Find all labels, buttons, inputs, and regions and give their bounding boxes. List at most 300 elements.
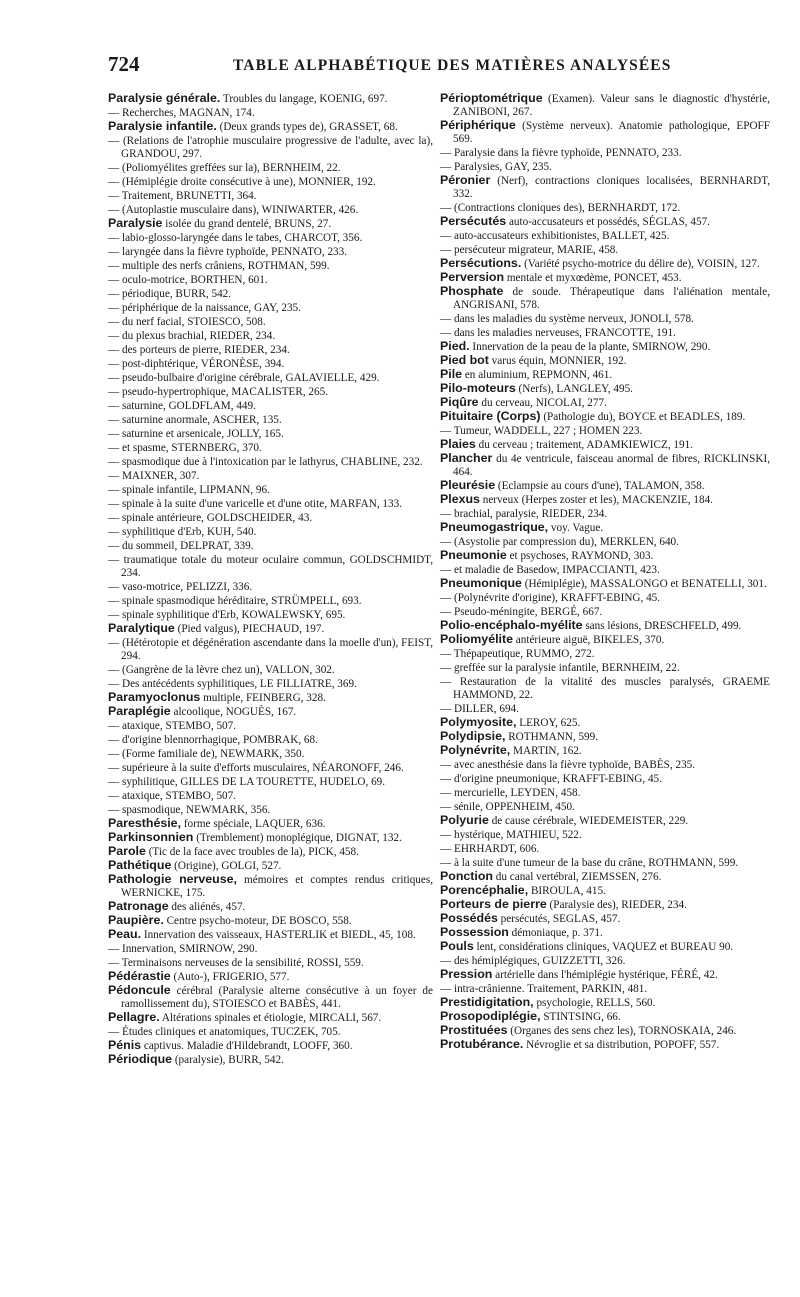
entry-text: (Deux grands types de), GRASSET, 68. — [216, 121, 398, 133]
index-entry — [108, 287, 433, 301]
index-entry — [440, 396, 770, 410]
entry-text: persécutés, SEGLAS, 457. — [497, 913, 621, 925]
index-entry — [108, 942, 433, 956]
index-entry — [440, 146, 770, 160]
entry-text: — spasmodique, NEWMARK, 356. — [108, 804, 271, 816]
entry-text: multiple, FEINBERG, 328. — [200, 692, 326, 704]
entry-text: des aliénés, 457. — [168, 901, 246, 913]
index-entry — [440, 968, 770, 982]
index-entry — [108, 789, 433, 803]
index-entry — [440, 340, 770, 354]
entry-text: ROTHMANN, 599. — [505, 731, 599, 743]
index-entry — [440, 92, 770, 119]
entry-heading: Péronier — [440, 173, 491, 187]
index-entry — [108, 189, 433, 203]
entry-text: lent, considérations cliniques, VAQUEZ et BUREAU 90. — [473, 941, 734, 953]
entry-heading: Possession — [440, 925, 509, 939]
entry-text: Centre psycho-moteur, DE BOSCO, 558. — [163, 915, 352, 927]
entry-heading: Possédés — [440, 911, 498, 925]
index-entry — [108, 900, 433, 914]
entry-text: (Pied valgus), PIECHAUD, 197. — [174, 623, 325, 635]
entry-text: — saturnine anormale, ASCHER, 135. — [108, 414, 282, 426]
index-entry — [440, 563, 770, 577]
index-entry — [440, 479, 770, 493]
entry-text: — Études cliniques et anatomiques, TUCZEK, 705. — [108, 1026, 341, 1038]
entry-text: mentale et myxœdème, PONCET, 453. — [504, 272, 682, 284]
entry-text: (Origine), GOLGI, 527. — [171, 860, 282, 872]
index-entry — [108, 733, 433, 747]
entry-text: (Tic de la face avec troubles de la), PICK, 458. — [145, 846, 359, 858]
entry-text: (Système nerveux). Anatomie pathologique, EPOFF 569. — [453, 120, 770, 145]
entry-heading: Parkinsonnien — [108, 830, 194, 844]
entry-text: — ataxique, STEMBO, 507. — [108, 790, 237, 802]
index-entry — [108, 761, 433, 775]
index-entry — [108, 677, 433, 691]
index-entry — [440, 493, 770, 507]
index-entry — [108, 343, 433, 357]
index-entry — [108, 511, 433, 525]
index-entry — [108, 231, 433, 245]
entry-text: MARTIN, 162. — [510, 745, 582, 757]
entry-heading: Plancher — [440, 451, 493, 465]
entry-heading: Pédérastie — [108, 969, 171, 983]
entry-heading: Paramyoclonus — [108, 690, 201, 704]
index-entry — [108, 92, 433, 106]
entry-text: (Hémiplégie), MASSALONGO et BENATELLI, 301. — [521, 578, 767, 590]
index-entry — [108, 873, 433, 900]
entry-heading: Pneumonique — [440, 576, 522, 590]
entry-text: (Pathologie du), BOYCE et BEADLES, 189. — [540, 411, 746, 423]
entry-text: — Restauration de la vitalité des muscles paralysés, GRAEME HAMMOND, 22. — [440, 676, 770, 701]
entry-heading: Ponction — [440, 869, 493, 883]
entry-heading: Pituitaire (Corps) — [440, 409, 541, 423]
entry-text: voy. Vague. — [548, 522, 604, 534]
entry-heading: Paralysie générale. — [108, 91, 221, 105]
entry-text: — intra-crânienne. Traitement, PARKIN, 481. — [440, 983, 648, 995]
entry-text: Névroglie et sa distribution, POPOFF, 557. — [523, 1039, 720, 1051]
index-entry — [108, 705, 433, 719]
entry-text: — d'origine blennorrhagique, POMBRAK, 68. — [108, 734, 318, 746]
entry-text: — oculo-motrice, BORTHEN, 601. — [108, 274, 268, 286]
index-entry — [440, 229, 770, 243]
entry-text: — Traitement, BRUNETTI, 364. — [108, 190, 257, 202]
index-entry — [108, 301, 433, 315]
entry-text: — labio-glosso-laryngée dans le tabes, CHARCOT, 356. — [108, 232, 363, 244]
entry-heading: Polydipsie, — [440, 729, 506, 743]
entry-heading: Polyurie — [440, 813, 489, 827]
index-entry — [108, 497, 433, 511]
entry-text: — Pseudo-méningite, BERGÉ, 667. — [440, 606, 603, 618]
entry-text: Innervation de la peau de la plante, SMIRNOW, 290. — [469, 341, 711, 353]
entry-heading: Paresthésie, — [108, 816, 182, 830]
left-column — [108, 92, 433, 1067]
entry-heading: Pénis — [108, 1038, 142, 1052]
index-entry — [440, 382, 770, 396]
entry-text: — mercurielle, LEYDEN, 458. — [440, 787, 581, 799]
index-entry — [440, 898, 770, 912]
entry-heading: Pathétique — [108, 858, 172, 872]
entry-text: — spinale antérieure, GOLDSCHEIDER, 43. — [108, 512, 313, 524]
entry-text: — dans les maladies du système nerveux, JONOLI, 578. — [440, 313, 694, 325]
index-entry — [440, 271, 770, 285]
index-entry — [108, 399, 433, 413]
entry-text: (Tremblement) monoplégique, DIGNAT, 132. — [193, 832, 402, 844]
index-entry — [440, 716, 770, 730]
index-entry — [108, 914, 433, 928]
index-entry — [440, 1024, 770, 1038]
entry-text: (Paralysie des), RIEDER, 234. — [546, 899, 687, 911]
entry-text: — brachial, paralysie, RIEDER, 234. — [440, 508, 608, 520]
entry-text: — (Poliomyélites greffées sur la), BERNHEIM, 22. — [108, 162, 341, 174]
index-entry — [440, 926, 770, 940]
index-entry — [108, 134, 433, 161]
entry-text: (Nerfs), LANGLEY, 495. — [515, 383, 633, 395]
entry-text: — (Hétérotopie et dégénération ascendante dans la moelle d'un), FEIST, 294. — [108, 637, 433, 662]
index-entry — [440, 119, 770, 146]
entry-text: Altérations spinales et étiologie, MIRCALI, 567. — [159, 1012, 382, 1024]
entry-text: — (Hémiplégie droite consécutive à une), MONNIER, 192. — [108, 176, 376, 188]
index-entry — [108, 329, 433, 343]
entry-text: cérébral (Paralysie alterne consécutive à un foyer de ramollissement du), STOIESCO et BABÈS, 441. — [121, 985, 433, 1010]
entry-text: du canal vertébral, ZIEMSSEN, 276. — [493, 871, 662, 883]
index-entry — [440, 591, 770, 605]
index-entry — [440, 661, 770, 675]
entry-text: — et spasme, STERNBERG, 370. — [108, 442, 262, 454]
page-number: 724 — [108, 52, 140, 76]
index-entry — [108, 580, 433, 594]
entry-text: — traumatique totale du moteur oculaire commun, GOLDSCHMIDT, 234. — [108, 554, 433, 579]
entry-text: — du sommeil, DELPRAT, 339. — [108, 540, 254, 552]
index-entry — [440, 996, 770, 1010]
entry-text: BIROULA, 415. — [528, 885, 606, 897]
index-entry — [440, 521, 770, 535]
index-entry — [108, 1039, 433, 1053]
entry-text: — syphilitique d'Erb, KUH, 540. — [108, 526, 257, 538]
entry-text: — sénile, OPPENHEIM, 450. — [440, 801, 575, 813]
index-entry — [440, 410, 770, 424]
entry-text: — Recherches, MAGNAN, 174. — [108, 107, 255, 119]
running-title: TABLE ALPHABÉTIQUE DES MATIÈRES ANALYSÉES — [233, 57, 672, 74]
index-entry — [108, 539, 433, 553]
entry-text: — des hémiplégiques, GUIZZETTI, 326. — [440, 955, 626, 967]
index-entry — [440, 702, 770, 716]
entry-heading: Poliomyélite — [440, 632, 513, 646]
entry-text: — avec anesthésie dans la fièvre typhoïde, BABÈS, 235. — [440, 759, 696, 771]
index-entry — [108, 553, 433, 580]
index-entry — [440, 675, 770, 702]
index-entry — [440, 758, 770, 772]
entry-text: — spinale syphilitique d'Erb, KOWALEWSKY, 695. — [108, 609, 346, 621]
index-entry — [440, 982, 770, 996]
entry-heading: Pile — [440, 367, 463, 381]
entry-text: — pseudo-hypertrophique, MACALISTER, 265. — [108, 386, 328, 398]
entry-text: — Innervation, SMIRNOW, 290. — [108, 943, 258, 955]
entry-text: — spinale à la suite d'une varicelle et d'une otite, MARFAN, 133. — [108, 498, 403, 510]
index-entry — [108, 956, 433, 970]
index-entry — [440, 201, 770, 215]
index-entry — [440, 1038, 770, 1052]
index-entry — [108, 970, 433, 984]
entry-text: — saturnine, GOLDFLAM, 449. — [108, 400, 256, 412]
index-entry — [108, 106, 433, 120]
index-entry — [440, 354, 770, 368]
entry-heading: Plexus — [440, 492, 480, 506]
index-entry — [108, 1053, 433, 1067]
entry-text: de cause cérébrale, WIEDEMEISTER, 229. — [488, 815, 689, 827]
entry-text: (Variété psycho-motrice du délire de), VOISIN, 127. — [521, 258, 760, 270]
entry-text: — Paralysie dans la fièvre typhoïde, PENNATO, 233. — [440, 147, 682, 159]
entry-text: — (Autoplastie musculaire dans), WINIWARTER, 426. — [108, 204, 359, 216]
entry-text: — d'origine pneumonique, KRAFFT-EBING, 45. — [440, 773, 662, 785]
entry-text: (Examen). Valeur sans le diagnostic d'hystérie, ZANIBONI, 267. — [453, 93, 770, 118]
entry-text: — Tumeur, WADDELL, 227 ; HOMEN 223. — [440, 425, 643, 437]
index-entry — [440, 954, 770, 968]
entry-text: — à la suite d'une tumeur de la base du crâne, ROTHMANN, 599. — [440, 857, 739, 869]
index-entry — [108, 161, 433, 175]
index-entry — [108, 817, 433, 831]
index-entry — [440, 535, 770, 549]
index-entry — [440, 884, 770, 898]
entry-heading: Polynévrite, — [440, 743, 511, 757]
index-entry — [108, 608, 433, 622]
index-entry — [108, 663, 433, 677]
entry-text: (paralysie), BURR, 542. — [172, 1054, 284, 1066]
entry-text: de soude. Thérapeutique dans l'aliénation mentale, ANGRISANI, 578. — [453, 286, 770, 311]
entry-text: captivus. Maladie d'Hildebrandt, LOOFF, 360. — [141, 1040, 353, 1052]
entry-heading: Piqûre — [440, 395, 479, 409]
index-entry — [108, 984, 433, 1011]
page-header — [108, 52, 768, 78]
entry-text: — (Gangrène de la lèvre chez un), VALLON, 302. — [108, 664, 335, 676]
entry-text: — (Relations de l'atrophie musculaire progressive de l'adulte, avec la), GRANDOU, 297. — [108, 135, 433, 160]
entry-text: — des porteurs de pierre, RIEDER, 234. — [108, 344, 290, 356]
entry-text: — greffée sur la paralysie infantile, BERNHEIM, 22. — [440, 662, 680, 674]
right-column — [440, 92, 770, 1052]
entry-text: — supérieure à la suite d'efforts musculaires, NÉARONOFF, 246. — [108, 762, 404, 774]
entry-text: — MAIXNER, 307. — [108, 470, 200, 482]
entry-heading: Pied. — [440, 339, 470, 353]
entry-heading: Pathologie nerveuse, — [108, 872, 237, 886]
index-entry — [440, 452, 770, 479]
entry-text: — dans les maladies nerveuses, FRANCOTTE, 191. — [440, 327, 676, 339]
entry-heading: Pression — [440, 967, 493, 981]
entry-text: LEROY, 625. — [516, 717, 581, 729]
index-entry — [440, 912, 770, 926]
entry-text: — laryngée dans la fièvre typhoïde, PENNATO, 233. — [108, 246, 348, 258]
index-entry — [440, 1010, 770, 1024]
index-entry — [108, 371, 433, 385]
entry-text: — ataxique, STEMBO, 507. — [108, 720, 237, 732]
index-entry — [440, 174, 770, 201]
index-entry — [440, 368, 770, 382]
entry-text: — spinale infantile, LIPMANN, 96. — [108, 484, 270, 496]
index-entry — [108, 120, 433, 134]
entry-heading: Paraplégie — [108, 704, 171, 718]
entry-text: démoniaque, p. 371. — [508, 927, 603, 939]
index-entry — [108, 245, 433, 259]
entry-heading: Pneumonie — [440, 548, 507, 562]
index-entry — [108, 1025, 433, 1039]
entry-heading: Persécutions. — [440, 256, 522, 270]
entry-text: artérielle dans l'hémiplégie hystérique, FÉRÉ, 42. — [492, 969, 718, 981]
index-entry — [108, 1011, 433, 1025]
entry-heading: Protubérance. — [440, 1037, 524, 1051]
entry-text: (Eclampsie au cours d'une), TALAMON, 358. — [495, 480, 705, 492]
index-entry — [440, 243, 770, 257]
index-entry — [108, 525, 433, 539]
entry-heading: Porteurs de pierre — [440, 897, 547, 911]
index-entry — [108, 469, 433, 483]
entry-heading: Pouls — [440, 939, 474, 953]
index-entry — [440, 326, 770, 340]
entry-heading: Perversion — [440, 270, 505, 284]
entry-text: et psychoses, RAYMOND, 303. — [506, 550, 654, 562]
entry-text: — (Contractions cloniques des), BERNHARDT, 172. — [440, 202, 681, 214]
entry-text: — vaso-motrice, PELIZZI, 336. — [108, 581, 253, 593]
entry-text: — (Polynévrite d'origine), KRAFFT-EBING, 45. — [440, 592, 661, 604]
entry-heading: Porencéphalie, — [440, 883, 529, 897]
index-entry — [108, 831, 433, 845]
entry-text: — Thépapeutique, RUMMO, 272. — [440, 648, 595, 660]
index-entry — [108, 594, 433, 608]
index-entry — [108, 203, 433, 217]
entry-text: psychologie, RELLS, 560. — [533, 997, 656, 1009]
entry-text: — auto-accusateurs exhibitionistes, BALLET, 425. — [440, 230, 670, 242]
entry-text: (Nerf), contractions cloniques localisées, BERNHARDT, 332. — [453, 175, 770, 200]
index-entry — [108, 441, 433, 455]
entry-heading: Polio-encéphalo-myélite — [440, 618, 583, 632]
entry-text: nerveux (Herpes zoster et les), MACKENZIE, 184. — [479, 494, 713, 506]
entry-text: sans lésions, DRESCHFELD, 499. — [582, 620, 742, 632]
index-entry — [108, 357, 433, 371]
entry-heading: Patronage — [108, 899, 169, 913]
index-entry — [440, 800, 770, 814]
entry-text: (Organes des sens chez les), TORNOSKAIA, 246. — [507, 1025, 737, 1037]
entry-heading: Pleurésie — [440, 478, 496, 492]
index-entry — [108, 455, 433, 469]
entry-text: — hystérique, MATHIEU, 522. — [440, 829, 582, 841]
entry-text: — et maladie de Basedow, IMPACCIANTI, 423. — [440, 564, 660, 576]
index-entry — [440, 312, 770, 326]
entry-text: Troubles du langage, KOENIG, 697. — [220, 93, 388, 105]
entry-text: — syphilitique, GILLES DE LA TOURETTE, HUDELO, 69. — [108, 776, 386, 788]
index-entry — [440, 647, 770, 661]
entry-text: du 4e ventricule, faisceau anormal de fibres, RICKLINSKI, 464. — [453, 453, 770, 478]
entry-heading: Périphérique — [440, 118, 516, 132]
entry-text: — saturnine et arsenicale, JOLLY, 165. — [108, 428, 284, 440]
index-entry — [440, 160, 770, 174]
index-entry — [108, 691, 433, 705]
entry-text: isolée du grand dentelé, BRUNS, 27. — [162, 218, 332, 230]
entry-heading: Plaies — [440, 437, 476, 451]
entry-text: — pseudo-bulbaire d'origine cérébrale, GALAVIELLE, 429. — [108, 372, 380, 384]
entry-text: du cerveau, NICOLAI, 277. — [478, 397, 607, 409]
index-entry — [440, 507, 770, 521]
index-entry — [108, 175, 433, 189]
index-entry — [108, 259, 433, 273]
entry-text: du cerveau ; traitement, ADAMKIEWICZ, 191. — [475, 439, 693, 451]
index-entry — [108, 273, 433, 287]
index-entry — [108, 483, 433, 497]
index-entry — [440, 257, 770, 271]
index-entry — [108, 636, 433, 663]
index-entry — [108, 775, 433, 789]
index-entry — [440, 870, 770, 884]
index-entry — [440, 772, 770, 786]
entry-heading: Polymyosite, — [440, 715, 517, 729]
entry-text: — spasmodique due à l'intoxication par le lathyrus, CHABLINE, 232. — [108, 456, 423, 468]
entry-text: — multiple des nerfs crâniens, ROTHMAN, 599. — [108, 260, 330, 272]
index-entry — [440, 856, 770, 870]
index-entry — [440, 285, 770, 312]
entry-heading: Prestidigitation, — [440, 995, 534, 1009]
entry-text: — DILLER, 694. — [440, 703, 519, 715]
entry-heading: Pellagre. — [108, 1010, 160, 1024]
entry-text: alcoolique, NOGUÈS, 167. — [170, 706, 297, 718]
entry-text: — (Asystolie par compression du), MERKLEN, 640. — [440, 536, 679, 548]
entry-heading: Persécutés — [440, 214, 507, 228]
index-entry — [108, 315, 433, 329]
index-entry — [440, 438, 770, 452]
index-entry — [108, 803, 433, 817]
entry-text: STINTSING, 66. — [540, 1011, 621, 1023]
entry-heading: Pilo-moteurs — [440, 381, 516, 395]
entry-heading: Pied bot — [440, 353, 489, 367]
index-entry — [108, 622, 433, 636]
index-entry — [440, 549, 770, 563]
entry-text: — périphérique de la naissance, GAY, 235. — [108, 302, 301, 314]
entry-heading: Périoptométrique — [440, 91, 543, 105]
index-entry — [108, 217, 433, 231]
entry-text: antérieure aiguë, BIKELES, 370. — [513, 634, 665, 646]
entry-heading: Prosopodiplégie, — [440, 1009, 541, 1023]
index-entry — [108, 413, 433, 427]
index-entry — [440, 786, 770, 800]
index-entry — [108, 747, 433, 761]
index-entry — [108, 427, 433, 441]
index-entry — [108, 719, 433, 733]
entry-text: — EHRHARDT, 606. — [440, 843, 540, 855]
entry-text: en aluminium, REPMONN, 461. — [462, 369, 613, 381]
index-entry — [440, 424, 770, 438]
entry-text: Innervation des vaisseaux, HASTERLIK et BIEDL, 45, 108. — [141, 929, 416, 941]
entry-text: — Terminaisons nerveuses de la sensibilité, ROSSI, 559. — [108, 957, 364, 969]
entry-heading: Paupière. — [108, 913, 164, 927]
index-entry — [440, 940, 770, 954]
entry-text: varus équin, MONNIER, 192. — [488, 355, 627, 367]
index-entry — [440, 619, 770, 633]
entry-text: — Paralysies, GAY, 235. — [440, 161, 552, 173]
entry-text: — persécuteur migrateur, MARIE, 458. — [440, 244, 619, 256]
index-entry — [440, 814, 770, 828]
entry-text: — du plexus brachial, RIEDER, 234. — [108, 330, 276, 342]
index-entry — [108, 385, 433, 399]
entry-text: — du nerf facial, STOIESCO, 508. — [108, 316, 266, 328]
index-entry — [440, 730, 770, 744]
entry-heading: Phosphate — [440, 284, 504, 298]
entry-heading: Pneumogastrique, — [440, 520, 549, 534]
entry-heading: Paralysie — [108, 216, 163, 230]
entry-heading: Parole — [108, 844, 146, 858]
entry-heading: Peau. — [108, 927, 142, 941]
index-entry — [440, 842, 770, 856]
entry-text: — spinale spasmodique héréditaire, STRÜMPELL, 693. — [108, 595, 362, 607]
index-entry — [440, 744, 770, 758]
index-entry — [108, 928, 433, 942]
entry-heading: Périodique — [108, 1052, 173, 1066]
entry-text: (Auto-), FRIGERIO, 577. — [170, 971, 290, 983]
entry-heading: Prostituées — [440, 1023, 508, 1037]
